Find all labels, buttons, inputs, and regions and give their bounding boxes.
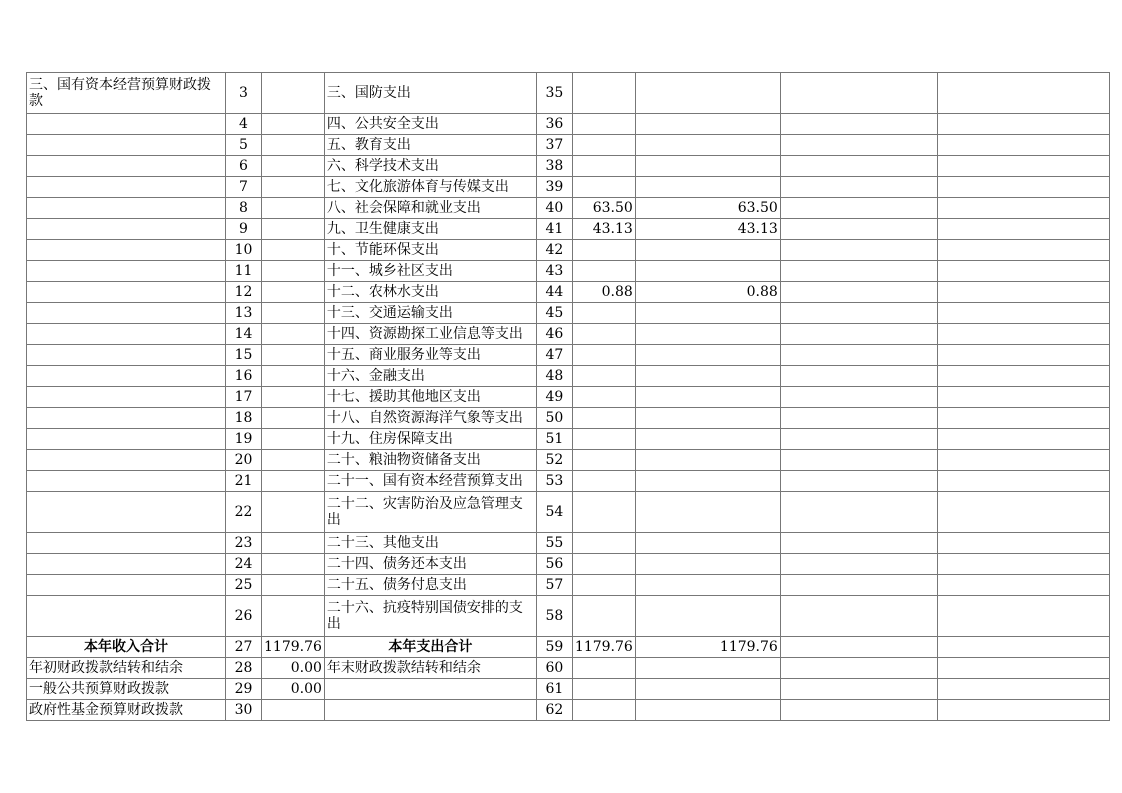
table-row bbox=[27, 700, 1110, 721]
income-amount-cell bbox=[262, 73, 325, 114]
state-capital-cell bbox=[937, 492, 1109, 533]
state-capital-cell bbox=[937, 114, 1109, 135]
table-row bbox=[27, 492, 1110, 533]
expense-total-cell bbox=[572, 554, 635, 575]
table-row bbox=[27, 596, 1110, 637]
expense-item-cell: 年末财政拨款结转和结余 bbox=[324, 658, 536, 679]
expense-item-cell: 七、文化旅游体育与传媒支出 bbox=[324, 177, 536, 198]
gov-fund-cell bbox=[780, 156, 937, 177]
income-item-cell: 政府性基金预算财政拨款 bbox=[27, 700, 226, 721]
income-line-no-cell: 6 bbox=[226, 156, 262, 177]
general-budget-cell bbox=[635, 700, 780, 721]
expense-item-cell: 十三、交通运输支出 bbox=[324, 303, 536, 324]
expense-item-cell: 十四、资源勘探工业信息等支出 bbox=[324, 324, 536, 345]
state-capital-cell bbox=[937, 366, 1109, 387]
expense-total-cell bbox=[572, 679, 635, 700]
gov-fund-cell bbox=[780, 575, 937, 596]
income-amount-cell bbox=[262, 700, 325, 721]
table-row bbox=[27, 219, 1110, 240]
gov-fund-cell bbox=[780, 114, 937, 135]
income-amount-cell bbox=[262, 492, 325, 533]
income-item-cell bbox=[27, 282, 226, 303]
gov-fund-cell bbox=[780, 471, 937, 492]
expense-item-cell: 二十二、灾害防治及应急管理支出 bbox=[324, 492, 536, 533]
general-budget-cell bbox=[635, 387, 780, 408]
income-line-no-cell: 18 bbox=[226, 408, 262, 429]
income-item-cell bbox=[27, 596, 226, 637]
income-item-cell bbox=[27, 492, 226, 533]
income-line-no-cell: 29 bbox=[226, 679, 262, 700]
table-row bbox=[27, 73, 1110, 114]
expense-line-no-cell: 55 bbox=[536, 533, 572, 554]
expense-item-cell: 十九、住房保障支出 bbox=[324, 429, 536, 450]
income-line-no-cell: 14 bbox=[226, 324, 262, 345]
state-capital-cell bbox=[937, 575, 1109, 596]
income-item-cell bbox=[27, 471, 226, 492]
income-amount-cell bbox=[262, 471, 325, 492]
expense-line-no-cell: 50 bbox=[536, 408, 572, 429]
expense-item-cell: 四、公共安全支出 bbox=[324, 114, 536, 135]
state-capital-cell bbox=[937, 240, 1109, 261]
expense-item-cell: 十五、商业服务业等支出 bbox=[324, 345, 536, 366]
table-row bbox=[27, 114, 1110, 135]
income-item-cell bbox=[27, 345, 226, 366]
income-amount-cell bbox=[262, 575, 325, 596]
income-item-cell bbox=[27, 387, 226, 408]
state-capital-cell bbox=[937, 450, 1109, 471]
table-row bbox=[27, 658, 1110, 679]
expense-line-no-cell: 37 bbox=[536, 135, 572, 156]
expense-line-no-cell: 45 bbox=[536, 303, 572, 324]
expense-total-cell bbox=[572, 261, 635, 282]
expense-total-cell bbox=[572, 324, 635, 345]
general-budget-cell bbox=[635, 240, 780, 261]
state-capital-cell bbox=[937, 637, 1109, 658]
income-item-cell bbox=[27, 261, 226, 282]
state-capital-cell bbox=[937, 303, 1109, 324]
general-budget-cell bbox=[635, 575, 780, 596]
expense-total-cell bbox=[572, 156, 635, 177]
gov-fund-cell bbox=[780, 554, 937, 575]
expense-line-no-cell: 42 bbox=[536, 240, 572, 261]
state-capital-cell bbox=[937, 282, 1109, 303]
general-budget-cell bbox=[635, 471, 780, 492]
income-amount-cell bbox=[262, 429, 325, 450]
general-budget-cell bbox=[635, 679, 780, 700]
state-capital-cell bbox=[937, 156, 1109, 177]
state-capital-cell bbox=[937, 345, 1109, 366]
expense-item-cell: 二十五、债务付息支出 bbox=[324, 575, 536, 596]
expense-item-cell: 二十四、债务还本支出 bbox=[324, 554, 536, 575]
expense-line-no-cell: 60 bbox=[536, 658, 572, 679]
income-amount-cell bbox=[262, 303, 325, 324]
expense-total-cell bbox=[572, 658, 635, 679]
expense-total-cell: 43.13 bbox=[572, 219, 635, 240]
expense-total-cell bbox=[572, 387, 635, 408]
gov-fund-cell bbox=[780, 198, 937, 219]
gov-fund-cell bbox=[780, 282, 937, 303]
general-budget-cell bbox=[635, 261, 780, 282]
expense-line-no-cell: 61 bbox=[536, 679, 572, 700]
income-item-cell bbox=[27, 114, 226, 135]
expense-line-no-cell: 35 bbox=[536, 73, 572, 114]
expense-line-no-cell: 43 bbox=[536, 261, 572, 282]
expense-item-cell bbox=[324, 700, 536, 721]
gov-fund-cell bbox=[780, 450, 937, 471]
expense-item-cell: 九、卫生健康支出 bbox=[324, 219, 536, 240]
expense-total-cell bbox=[572, 492, 635, 533]
gov-fund-cell bbox=[780, 261, 937, 282]
income-line-no-cell: 25 bbox=[226, 575, 262, 596]
expense-line-no-cell: 39 bbox=[536, 177, 572, 198]
income-item-cell bbox=[27, 324, 226, 345]
general-budget-cell bbox=[635, 73, 780, 114]
table-row bbox=[27, 366, 1110, 387]
general-budget-cell bbox=[635, 156, 780, 177]
income-line-no-cell: 19 bbox=[226, 429, 262, 450]
general-budget-cell bbox=[635, 177, 780, 198]
income-amount-cell bbox=[262, 261, 325, 282]
expense-line-no-cell: 54 bbox=[536, 492, 572, 533]
gov-fund-cell bbox=[780, 177, 937, 198]
income-amount-cell bbox=[262, 282, 325, 303]
expense-total-cell bbox=[572, 114, 635, 135]
table-row bbox=[27, 450, 1110, 471]
income-item-cell bbox=[27, 450, 226, 471]
general-budget-cell bbox=[635, 366, 780, 387]
state-capital-cell bbox=[937, 73, 1109, 114]
income-amount-cell: 0.00 bbox=[262, 658, 325, 679]
expense-line-no-cell: 59 bbox=[536, 637, 572, 658]
income-amount-cell: 1179.76 bbox=[262, 637, 325, 658]
expense-total-cell bbox=[572, 700, 635, 721]
income-line-no-cell: 3 bbox=[226, 73, 262, 114]
general-budget-cell bbox=[635, 429, 780, 450]
table-row bbox=[27, 156, 1110, 177]
income-line-no-cell: 4 bbox=[226, 114, 262, 135]
general-budget-cell bbox=[635, 450, 780, 471]
gov-fund-cell bbox=[780, 219, 937, 240]
income-item-cell bbox=[27, 533, 226, 554]
expense-item-cell: 十一、城乡社区支出 bbox=[324, 261, 536, 282]
income-item-cell bbox=[27, 303, 226, 324]
expense-total-cell bbox=[572, 345, 635, 366]
income-item-cell: 三、国有资本经营预算财政拨款 bbox=[27, 73, 226, 114]
gov-fund-cell bbox=[780, 324, 937, 345]
income-line-no-cell: 22 bbox=[226, 492, 262, 533]
state-capital-cell bbox=[937, 658, 1109, 679]
expense-line-no-cell: 40 bbox=[536, 198, 572, 219]
income-amount-cell bbox=[262, 387, 325, 408]
general-budget-cell bbox=[635, 135, 780, 156]
state-capital-cell bbox=[937, 261, 1109, 282]
expense-total-cell bbox=[572, 366, 635, 387]
expense-item-cell: 六、科学技术支出 bbox=[324, 156, 536, 177]
expense-line-no-cell: 53 bbox=[536, 471, 572, 492]
state-capital-cell bbox=[937, 429, 1109, 450]
general-budget-cell: 1179.76 bbox=[635, 637, 780, 658]
table-row bbox=[27, 345, 1110, 366]
expense-item-cell: 十八、自然资源海洋气象等支出 bbox=[324, 408, 536, 429]
gov-fund-cell bbox=[780, 408, 937, 429]
expense-item-cell: 二十、粮油物资储备支出 bbox=[324, 450, 536, 471]
expense-total-cell bbox=[572, 450, 635, 471]
income-item-cell bbox=[27, 135, 226, 156]
expense-line-no-cell: 62 bbox=[536, 700, 572, 721]
general-budget-cell bbox=[635, 596, 780, 637]
income-line-no-cell: 12 bbox=[226, 282, 262, 303]
general-budget-cell bbox=[635, 554, 780, 575]
table-row bbox=[27, 679, 1110, 700]
income-amount-cell bbox=[262, 324, 325, 345]
gov-fund-cell bbox=[780, 366, 937, 387]
income-amount-cell bbox=[262, 554, 325, 575]
state-capital-cell bbox=[937, 135, 1109, 156]
expense-line-no-cell: 46 bbox=[536, 324, 572, 345]
general-budget-cell bbox=[635, 114, 780, 135]
income-item-cell bbox=[27, 240, 226, 261]
table-row bbox=[27, 637, 1110, 658]
expense-line-no-cell: 51 bbox=[536, 429, 572, 450]
general-budget-cell bbox=[635, 492, 780, 533]
income-item-cell bbox=[27, 575, 226, 596]
expense-item-cell: 二十六、抗疫特别国债安排的支出 bbox=[324, 596, 536, 637]
table-row bbox=[27, 429, 1110, 450]
general-budget-cell bbox=[635, 303, 780, 324]
income-line-no-cell: 21 bbox=[226, 471, 262, 492]
income-line-no-cell: 15 bbox=[226, 345, 262, 366]
state-capital-cell bbox=[937, 700, 1109, 721]
table-row bbox=[27, 575, 1110, 596]
table-row bbox=[27, 261, 1110, 282]
income-amount-cell bbox=[262, 366, 325, 387]
state-capital-cell bbox=[937, 554, 1109, 575]
state-capital-cell bbox=[937, 408, 1109, 429]
income-line-no-cell: 9 bbox=[226, 219, 262, 240]
income-line-no-cell: 26 bbox=[226, 596, 262, 637]
expense-item-cell: 二十三、其他支出 bbox=[324, 533, 536, 554]
income-amount-cell bbox=[262, 240, 325, 261]
income-amount-cell bbox=[262, 596, 325, 637]
table-row bbox=[27, 303, 1110, 324]
table-row bbox=[27, 177, 1110, 198]
gov-fund-cell bbox=[780, 429, 937, 450]
income-line-no-cell: 20 bbox=[226, 450, 262, 471]
gov-fund-cell bbox=[780, 492, 937, 533]
gov-fund-cell bbox=[780, 658, 937, 679]
expense-total-cell: 0.88 bbox=[572, 282, 635, 303]
state-capital-cell bbox=[937, 198, 1109, 219]
expense-item-cell: 十六、金融支出 bbox=[324, 366, 536, 387]
table-row bbox=[27, 324, 1110, 345]
general-budget-cell: 43.13 bbox=[635, 219, 780, 240]
income-item-cell bbox=[27, 554, 226, 575]
expense-line-no-cell: 48 bbox=[536, 366, 572, 387]
income-amount-cell bbox=[262, 219, 325, 240]
table-row bbox=[27, 240, 1110, 261]
table-row bbox=[27, 533, 1110, 554]
expense-total-cell: 1179.76 bbox=[572, 637, 635, 658]
expense-total-cell bbox=[572, 596, 635, 637]
gov-fund-cell bbox=[780, 679, 937, 700]
income-line-no-cell: 23 bbox=[226, 533, 262, 554]
expense-total-cell bbox=[572, 471, 635, 492]
gov-fund-cell bbox=[780, 73, 937, 114]
expense-total-cell bbox=[572, 240, 635, 261]
state-capital-cell bbox=[937, 471, 1109, 492]
budget-table bbox=[26, 72, 1110, 721]
income-amount-cell bbox=[262, 114, 325, 135]
gov-fund-cell bbox=[780, 700, 937, 721]
table-body bbox=[27, 73, 1110, 721]
general-budget-cell bbox=[635, 345, 780, 366]
income-line-no-cell: 17 bbox=[226, 387, 262, 408]
state-capital-cell bbox=[937, 679, 1109, 700]
income-line-no-cell: 13 bbox=[226, 303, 262, 324]
gov-fund-cell bbox=[780, 303, 937, 324]
table-row bbox=[27, 198, 1110, 219]
income-line-no-cell: 8 bbox=[226, 198, 262, 219]
income-amount-cell bbox=[262, 533, 325, 554]
income-line-no-cell: 11 bbox=[226, 261, 262, 282]
table-row bbox=[27, 408, 1110, 429]
expense-item-cell: 十二、农林水支出 bbox=[324, 282, 536, 303]
income-item-cell: 本年收入合计 bbox=[27, 637, 226, 658]
state-capital-cell bbox=[937, 533, 1109, 554]
expense-item-cell bbox=[324, 679, 536, 700]
expense-total-cell: 63.50 bbox=[572, 198, 635, 219]
income-item-cell bbox=[27, 408, 226, 429]
income-line-no-cell: 16 bbox=[226, 366, 262, 387]
gov-fund-cell bbox=[780, 596, 937, 637]
expense-total-cell bbox=[572, 408, 635, 429]
general-budget-cell: 63.50 bbox=[635, 198, 780, 219]
table-row bbox=[27, 387, 1110, 408]
expense-total-cell bbox=[572, 533, 635, 554]
general-budget-cell bbox=[635, 658, 780, 679]
expense-item-cell: 二十一、国有资本经营预算支出 bbox=[324, 471, 536, 492]
expense-line-no-cell: 57 bbox=[536, 575, 572, 596]
expense-line-no-cell: 47 bbox=[536, 345, 572, 366]
income-amount-cell bbox=[262, 135, 325, 156]
gov-fund-cell bbox=[780, 240, 937, 261]
state-capital-cell bbox=[937, 387, 1109, 408]
income-item-cell bbox=[27, 429, 226, 450]
table-row bbox=[27, 135, 1110, 156]
expense-item-cell: 十七、援助其他地区支出 bbox=[324, 387, 536, 408]
gov-fund-cell bbox=[780, 637, 937, 658]
income-item-cell bbox=[27, 156, 226, 177]
income-line-no-cell: 27 bbox=[226, 637, 262, 658]
expense-line-no-cell: 52 bbox=[536, 450, 572, 471]
income-amount-cell bbox=[262, 156, 325, 177]
expense-item-cell: 本年支出合计 bbox=[324, 637, 536, 658]
gov-fund-cell bbox=[780, 387, 937, 408]
expense-item-cell: 十、节能环保支出 bbox=[324, 240, 536, 261]
income-amount-cell bbox=[262, 177, 325, 198]
state-capital-cell bbox=[937, 324, 1109, 345]
expense-item-cell: 三、国防支出 bbox=[324, 73, 536, 114]
expense-line-no-cell: 58 bbox=[536, 596, 572, 637]
gov-fund-cell bbox=[780, 533, 937, 554]
expense-line-no-cell: 49 bbox=[536, 387, 572, 408]
income-item-cell bbox=[27, 219, 226, 240]
income-item-cell: 年初财政拨款结转和结余 bbox=[27, 658, 226, 679]
expense-line-no-cell: 38 bbox=[536, 156, 572, 177]
gov-fund-cell bbox=[780, 345, 937, 366]
income-line-no-cell: 24 bbox=[226, 554, 262, 575]
expense-line-no-cell: 56 bbox=[536, 554, 572, 575]
general-budget-cell bbox=[635, 324, 780, 345]
income-amount-cell: 0.00 bbox=[262, 679, 325, 700]
expense-line-no-cell: 44 bbox=[536, 282, 572, 303]
general-budget-cell bbox=[635, 408, 780, 429]
income-line-no-cell: 28 bbox=[226, 658, 262, 679]
state-capital-cell bbox=[937, 219, 1109, 240]
income-line-no-cell: 10 bbox=[226, 240, 262, 261]
income-amount-cell bbox=[262, 450, 325, 471]
expense-line-no-cell: 36 bbox=[536, 114, 572, 135]
income-amount-cell bbox=[262, 345, 325, 366]
income-line-no-cell: 30 bbox=[226, 700, 262, 721]
table-row bbox=[27, 282, 1110, 303]
expense-total-cell bbox=[572, 575, 635, 596]
income-item-cell bbox=[27, 198, 226, 219]
expense-total-cell bbox=[572, 303, 635, 324]
income-item-cell bbox=[27, 366, 226, 387]
expense-line-no-cell: 41 bbox=[536, 219, 572, 240]
general-budget-cell: 0.88 bbox=[635, 282, 780, 303]
income-line-no-cell: 5 bbox=[226, 135, 262, 156]
income-amount-cell bbox=[262, 198, 325, 219]
expense-total-cell bbox=[572, 135, 635, 156]
expense-total-cell bbox=[572, 73, 635, 114]
state-capital-cell bbox=[937, 596, 1109, 637]
income-amount-cell bbox=[262, 408, 325, 429]
income-item-cell bbox=[27, 177, 226, 198]
expense-total-cell bbox=[572, 177, 635, 198]
gov-fund-cell bbox=[780, 135, 937, 156]
expense-item-cell: 五、教育支出 bbox=[324, 135, 536, 156]
general-budget-cell bbox=[635, 533, 780, 554]
table-row bbox=[27, 471, 1110, 492]
income-item-cell: 一般公共预算财政拨款 bbox=[27, 679, 226, 700]
state-capital-cell bbox=[937, 177, 1109, 198]
expense-total-cell bbox=[572, 429, 635, 450]
expense-item-cell: 八、社会保障和就业支出 bbox=[324, 198, 536, 219]
income-line-no-cell: 7 bbox=[226, 177, 262, 198]
table-row bbox=[27, 554, 1110, 575]
